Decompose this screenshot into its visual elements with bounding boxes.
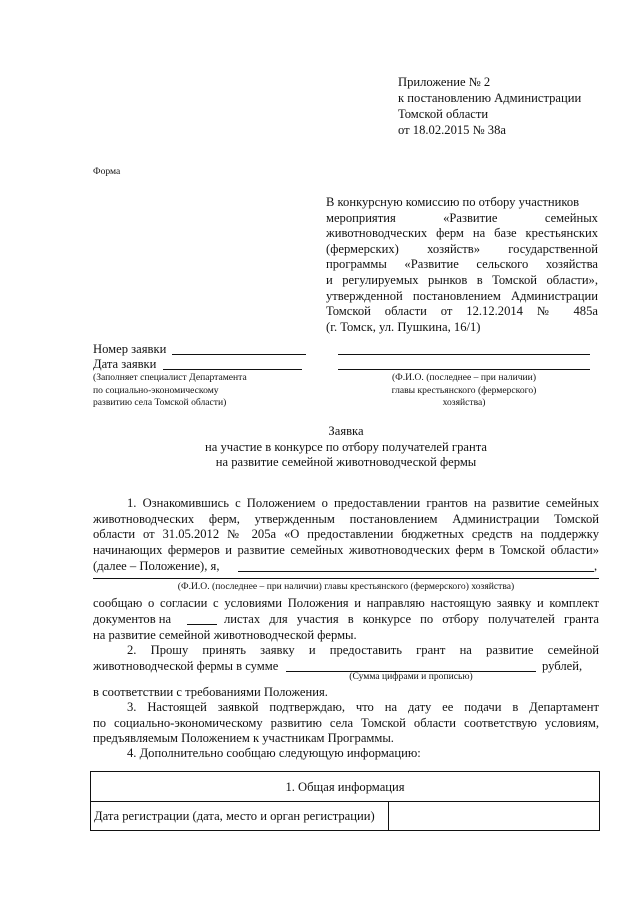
sum-caption: (Сумма цифрами и прописью): [349, 671, 473, 682]
fio-field-line-1[interactable]: [338, 354, 590, 355]
app-number-field[interactable]: [172, 354, 306, 355]
addressee-line: животноводческих ферм на базе крестьянских: [326, 226, 598, 241]
appendix-header: [398, 74, 581, 138]
appendix-line: к постановлению Администрации: [398, 91, 582, 105]
addressee-line: программы «Развитие сельского хозяйства: [326, 257, 598, 272]
table-row-value-cell[interactable]: [389, 802, 600, 831]
fio-caption-2: (Ф.И.О. (последнее – при наличии) главы крестьянского (фермерского) хозяйства): [177, 581, 515, 592]
addressee-line: Томской области от 12.12.2014 № 485а: [326, 304, 598, 319]
fio-caption: (Ф.И.О. (последнее – при наличии) главы крестьянского (фермерского) хозяйства): [391, 372, 537, 408]
document-title: Заявка на участие в конкурсе по отбору получателей гранта на развитие семейной животноводческой фермы: [205, 424, 487, 469]
paragraph-2-end: в соответствии с требованиями Положения.: [93, 685, 328, 699]
paragraph-1-cont: сообщаю о согласии с условиями Положения и направляю настоящую заявку и комплект документов на листах для участия в конкурсе по отбору получателей гранта на развитие семейной животноводческой фермы.: [93, 596, 599, 642]
fio-field-line-2[interactable]: [338, 369, 590, 370]
addressee-line: (фермерских) хозяйств» государственной: [326, 241, 598, 256]
app-fields-note: (Заполняет специалист Департамента по социально-экономическому развитию села Томской области): [93, 372, 247, 408]
addressee-block: [326, 195, 598, 335]
sheets-count-field[interactable]: [187, 624, 217, 625]
app-number-label: Номер заявки: [93, 342, 167, 356]
paragraph-1: 1. Ознакомившись с Положением о предоставлении грантов на развитие семейных животноводческих ферм, утвержденным постановлением Администрации Томской области от 31.05.2012 № 205а «О предоставлении бюджетных средств на поддержку начинающих фермеров и развитие семейных животноводческих ферм в Томской области» (далее – Положение), я, ,: [93, 496, 599, 573]
general-info-table: [90, 771, 600, 831]
app-date-label: Дата заявки: [93, 357, 157, 371]
paragraph-4: 4. Дополнительно сообщаю следующую информацию:: [127, 746, 421, 760]
table-section-header: 1. Общая информация: [91, 772, 600, 802]
fio-input-line-2[interactable]: [93, 578, 599, 579]
addressee-line: (г. Томск, ул. Пушкина, 16/1): [326, 319, 481, 334]
addressee-line: утвержденной постановлением Администрации: [326, 288, 598, 303]
appendix-line: Приложение № 2: [398, 75, 491, 89]
form-label: Форма: [93, 166, 121, 177]
table-row-label: Дата регистрации (дата, место и орган регистрации): [91, 802, 389, 831]
addressee-line: и регулируемых рынков в Томской области»,: [326, 272, 598, 287]
app-date-field[interactable]: [163, 369, 302, 370]
appendix-line: Томской области: [398, 107, 489, 121]
paragraph-3: 3. Настоящей заявкой подтверждаю, что на дату ее подачи в Департамент по социально-экономическому развитию села Томской области соответствую условиям, предъявляемым Положением к участникам Программы.: [93, 700, 599, 746]
appendix-line: от 18.02.2015 № 38а: [398, 123, 506, 137]
addressee-line: мероприятия «Развитие семейных: [326, 210, 598, 225]
addressee-line: В конкурсную комиссию по отбору участников: [326, 195, 580, 209]
paragraph-2: 2. Прошу принять заявку и предоставить грант на развитие семейной животноводческой фермы в сумме рублей,: [93, 643, 599, 673]
fio-input-line[interactable]: [238, 571, 594, 572]
